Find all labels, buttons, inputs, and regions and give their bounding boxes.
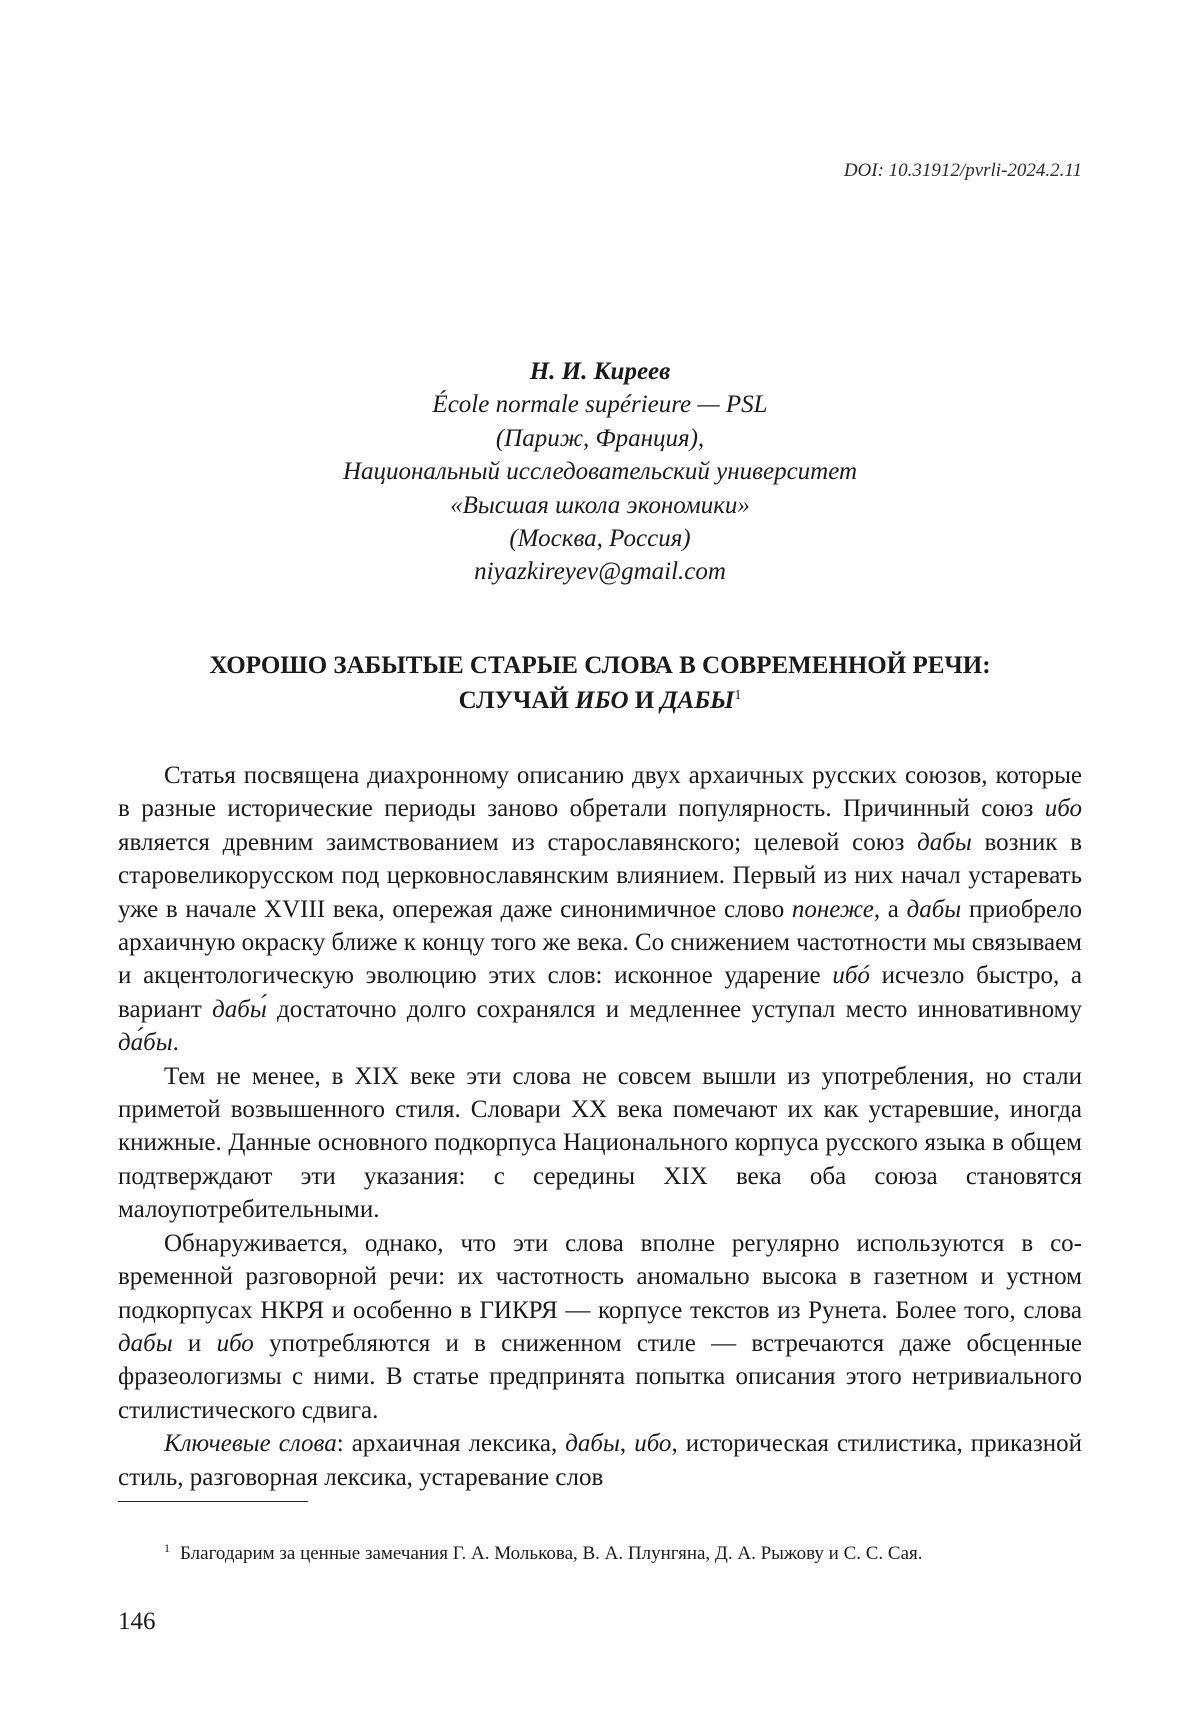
term-italic: да́бы — [118, 1029, 173, 1057]
page-number: 146 — [118, 1608, 156, 1635]
footnote — [164, 1542, 1084, 1566]
title-word-ibo: ИБО — [575, 687, 629, 714]
footnote-separator — [118, 1501, 308, 1502]
title-word-daby: ДАБЫ — [660, 687, 735, 714]
text-run: : — [336, 1430, 352, 1458]
title-line-1: ХОРОШО ЗАБЫТЫЕ СТАРЫЕ СЛОВА В СОВРЕМЕННОЙ РЕЧИ: — [209, 652, 991, 679]
text-run: возник в старовеликорусском под церковнославянским влиянием. Первый из них начал устаревать уже в начале XVIII века, опережая даже синонимичное слово — [118, 828, 1083, 923]
text-run: архаичная лексика, — [351, 1430, 566, 1458]
keywords-label: Ключевые слова — [164, 1430, 337, 1458]
affiliation-line: Национальный исследовательский университет — [342, 458, 858, 486]
term-italic: ибó — [832, 962, 870, 990]
term-italic: дабы — [917, 828, 972, 856]
title-line-2 — [118, 683, 1082, 718]
keywords — [118, 1427, 1082, 1494]
term-italic: понеже — [791, 895, 874, 923]
keyword-italic: ибо — [634, 1430, 672, 1458]
text-run: достаточно долго сохранялся и медленнее уступал место инновативному — [266, 995, 1082, 1023]
text-run: приобрело архаичную окраску ближе к концу того же века. Со снижением частотности мы связываем и акцентологическую эволюцию этих слов: исконное ударение — [118, 895, 1082, 990]
author-email: niyazkireyev@gmail.com — [474, 558, 726, 586]
text-run: , а — [873, 895, 907, 923]
term-italic: дабы́ — [212, 995, 267, 1023]
term-italic: ибо — [216, 1329, 254, 1357]
footnote-text: Благодарим за ценные замечания Г. А. Молькова, В. А. Плунгяна, Д. А. Рыжову и С. С. Сая. — [180, 1543, 923, 1564]
author-name: Н. И. Киреев — [529, 358, 671, 385]
title-conj: И — [628, 687, 661, 714]
title-prefix: СЛУЧАЙ — [458, 687, 576, 714]
text-run: и — [172, 1329, 217, 1357]
text-run: . — [172, 1029, 179, 1057]
term-italic: дабы — [118, 1329, 173, 1357]
text-run: употребляются и в сниженном стиле — встречаются даже обсценные фразеологизмы с ними. В статье предпринята попытка описания этого нетривиального стилистического сдвига. — [118, 1329, 1082, 1424]
term-italic: дабы — [906, 895, 962, 923]
doi-line: DOI: 10.31912/pvrli-2024.2.11 — [843, 160, 1082, 181]
text-run: Статья посвящена диахронному описанию двух архаичных русских союзов, которые в разные исторические периоды заново обретали популярность. Причинный союз — [118, 762, 1082, 823]
article-title — [118, 648, 1082, 718]
text-run: исчезло быстро, а вариант — [118, 962, 1082, 1023]
abstract — [118, 759, 1082, 1494]
text-run: , историческая стилистика, приказной стиль, разговорная лексика, устаревание слов — [118, 1430, 1082, 1491]
footnote-mark: 1 — [164, 1541, 170, 1555]
keyword-italic: дабы — [565, 1430, 620, 1458]
affiliation-line: École normale supérieure — PSL — [432, 391, 768, 419]
affiliation-line: (Париж, Франция), — [495, 424, 705, 452]
author-block — [118, 355, 1082, 589]
footnote-ref[interactable]: 1 — [734, 688, 742, 703]
affiliation-line: «Высшая школа экономики» — [450, 491, 750, 519]
abstract-paragraph-3 — [118, 1227, 1082, 1427]
abstract-paragraph-2: Тем не менее, в XIX веке эти слова не совсем вышли из употребления, но стали приметой возвышенного стиля. Словари XX века помечают их как устаревшие, иногда книжные. Данные основного подкорпуса Национального корпуса русского языка в общем подтверждают эти указания: с середины XIX века оба союза становятся малоупотребительными. — [118, 1062, 1082, 1224]
affiliation-line: (Москва, Россия) — [509, 525, 691, 553]
text-run: Обнаруживается, однако, что эти слова вполне регулярно используются в современной разговорной речи: их частотность аномально высока в газетном и устном подкорпусах НКРЯ и особенно в ГИКРЯ — корпусе текстов из Рунета. Более того, слова — [118, 1229, 1082, 1324]
text-run: является древним заимствованием из старославянского; целевой союз — [118, 828, 918, 856]
text-run: , — [619, 1430, 635, 1458]
term-italic: ибо — [1044, 795, 1082, 823]
abstract-paragraph-1 — [118, 759, 1082, 1060]
